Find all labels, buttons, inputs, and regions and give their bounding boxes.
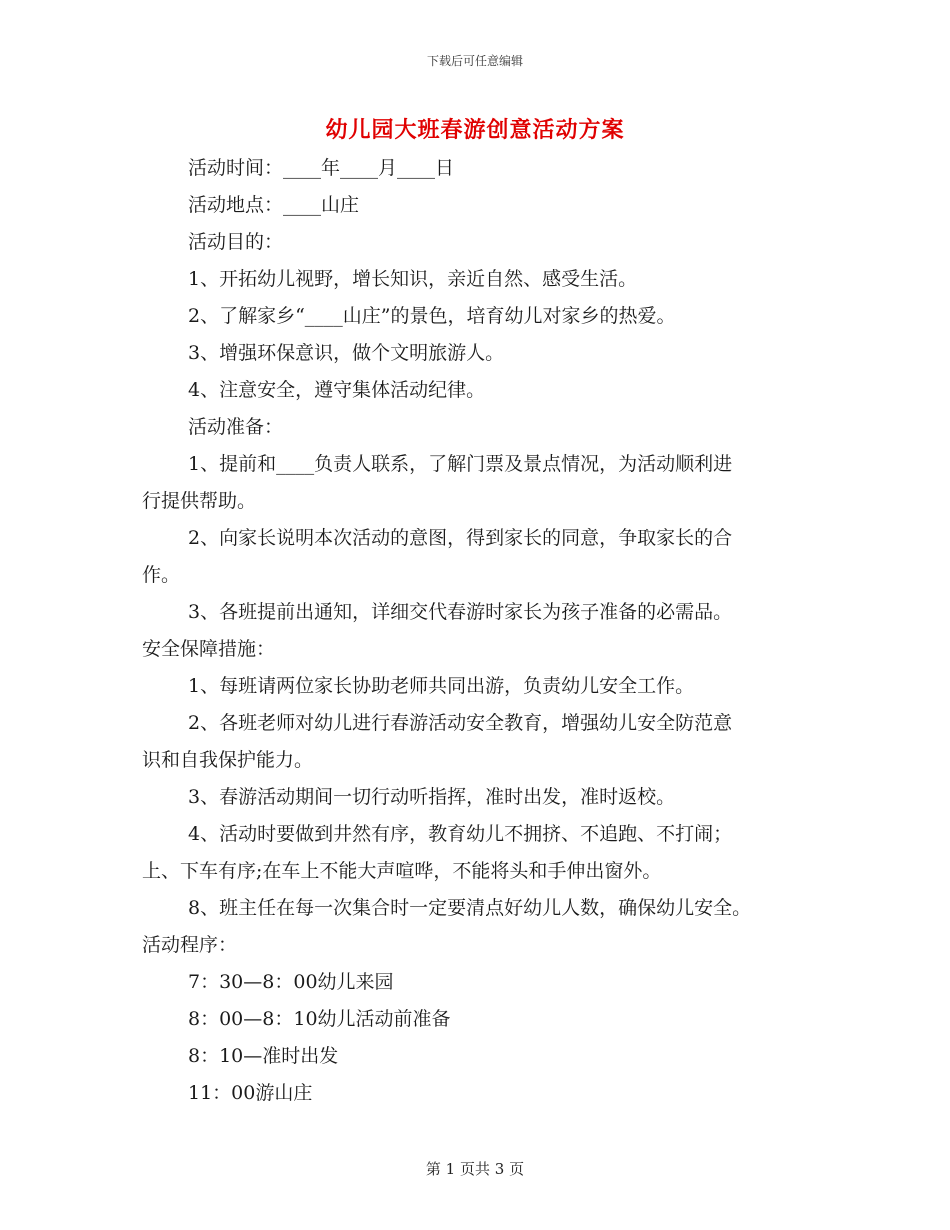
page-footer: 第 1 页共 3 页: [425, 1160, 525, 1178]
paragraph-line: 上、下车有序;在车上不能大声喧哗，不能将头和手伸出窗外。: [142, 860, 662, 882]
schedule-item: 8：00—8：10幼儿活动前准备: [188, 1008, 451, 1030]
preparation-item: [142, 446, 822, 520]
safety-item: [142, 705, 822, 779]
activity-location: 活动地点：____山庄: [188, 194, 360, 216]
purpose-item: 2、了解家乡“____山庄”的景色，培育幼儿对家乡的热爱。: [188, 305, 676, 327]
preparation-item: 3、各班提前出通知，详细交代春游时家长为孩子准备的必需品。: [188, 601, 733, 623]
paragraph-line: 2、向家长说明本次活动的意图，得到家长的同意，争取家长的合: [188, 527, 733, 549]
document-body: [142, 150, 822, 1112]
purpose-item: 1、开拓幼儿视野，增长知识，亲近自然、感受生活。: [188, 268, 638, 290]
paragraph-line: 识和自我保护能力。: [142, 749, 314, 771]
schedule-item: 11：00游山庄: [188, 1082, 313, 1104]
section-heading-purpose: 活动目的：: [188, 231, 284, 253]
paragraph-line: 行提供帮助。: [142, 490, 257, 512]
safety-item: 3、春游活动期间一切行动听指挥，准时出发，准时返校。: [188, 786, 676, 808]
schedule-item: 8：10—准时出发: [188, 1045, 339, 1067]
preparation-item: [142, 520, 822, 594]
document-title: 幼儿园大班春游创意活动方案: [325, 117, 625, 143]
purpose-item: 4、注意安全，遵守集体活动纪律。: [188, 379, 486, 401]
safety-item: 8、班主任在每一次集合时一定要清点好幼儿人数，确保幼儿安全。: [188, 897, 752, 919]
schedule-item: 7：30—8：00幼儿来园: [188, 971, 394, 993]
paragraph-line: 2、各班老师对幼儿进行春游活动安全教育，增强幼儿安全防范意: [188, 712, 733, 734]
paragraph-line: 作。: [142, 564, 181, 586]
safety-item: [142, 816, 822, 890]
activity-time: 活动时间：____年____月____日: [188, 157, 455, 179]
page-header: 下载后可任意编辑: [426, 54, 523, 68]
purpose-item: 3、增强环保意识，做个文明旅游人。: [188, 342, 505, 364]
paragraph-line: 4、活动时要做到井然有序，教育幼儿不拥挤、不追跑、不打闹；: [188, 823, 733, 845]
paragraph-line: 1、提前和____负责人联系，了解门票及景点情况，为活动顺利进: [188, 453, 733, 475]
safety-item: 1、每班请两位家长协助老师共同出游，负责幼儿安全工作。: [188, 675, 695, 697]
section-heading-preparation: 活动准备：: [188, 416, 284, 438]
section-heading-safety: 安全保障措施：: [142, 638, 276, 660]
section-heading-schedule: 活动程序：: [142, 934, 238, 956]
